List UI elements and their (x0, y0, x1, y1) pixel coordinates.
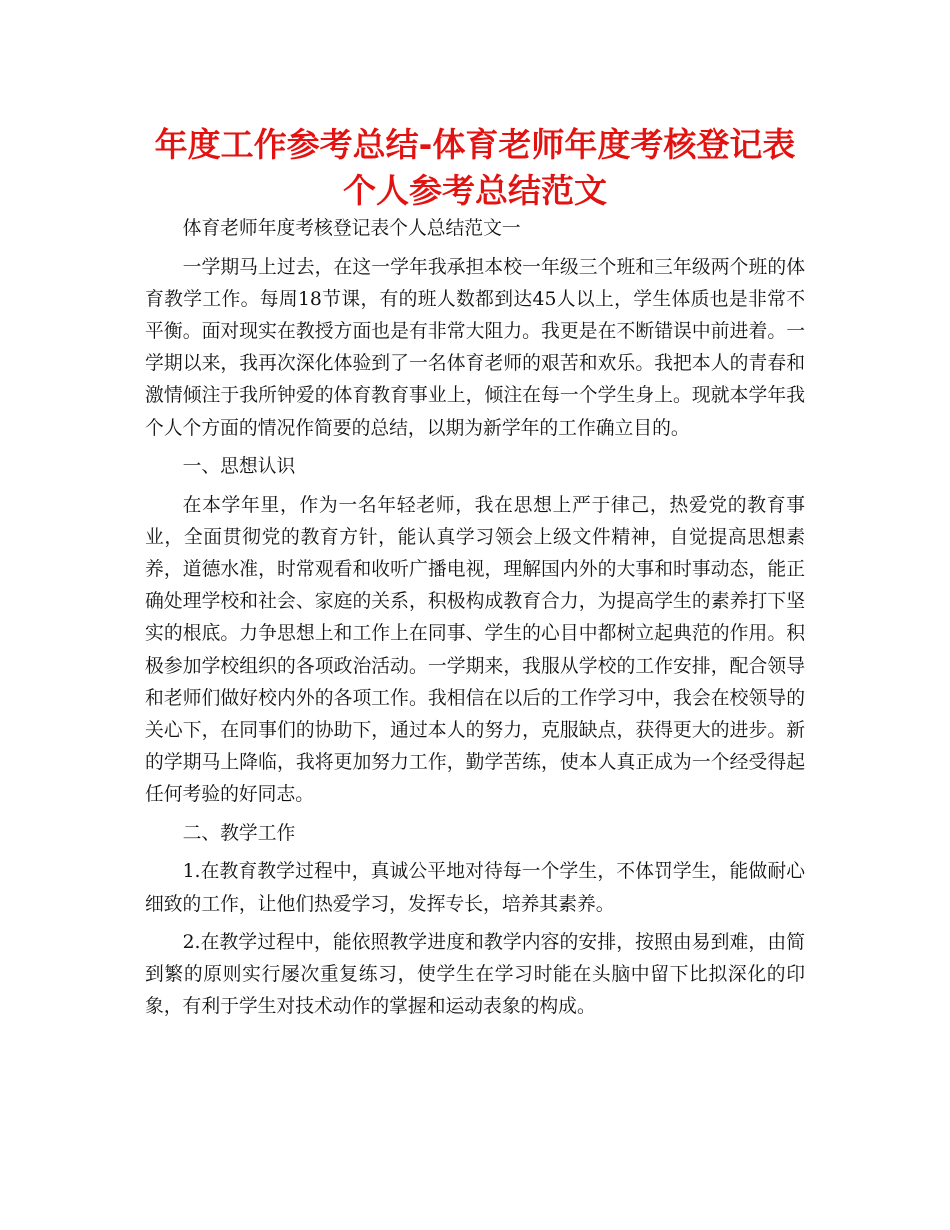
document-title: 年度工作参考总结-体育老师年度考核登记表个人参考总结范文 (154, 125, 796, 210)
section-1-paragraph: 在本学年里，作为一名年轻老师，我在思想上严于律己，热爱党的教育事业，全面贯彻党的教育方针，能认真学习领会上级文件精神，自觉提高思想素养，道德水准，时常观看和收听广播电视，理解国内外的大事和时事动态，能正确处理学校和社会、家庭的关系，积极构成教育合力，为提高学生的素养打下坚实的根底。力争思想上和工作上在同事、学生的心目中都树立起典范的作用。积极参加学校组织的各项政治活动。一学期来，我服从学校的工作安排，配合领导和老师们做好校内外的各项工作。我相信在以后的工作学习中，我会在校领导的关心下，在同事们的协助下，通过本人的努力，克服缺点，获得更大的进步。新的学期马上降临，我将更加努力工作，勤学苦练，使本人真正成为一个经受得起任何考验的好同志。 (145, 494, 805, 806)
document-body (145, 213, 805, 1030)
list-item-2: 2.在教学过程中，能依照教学进度和教学内容的安排，按照由易到难，由简到繁的原则实行屡次重复练习，使学生在学习时能在头脑中留下比拟深化的印象，有利于学生对技术动作的掌握和运动表象的构成。 (145, 932, 805, 1018)
subtitle-paragraph: 体育老师年度考核登记表个人总结范文一 (182, 218, 521, 239)
section-heading-1: 一、思想认识 (182, 456, 296, 478)
list-item-1: 1.在教育教学过程中，真诚公平地对待每一个学生，不体罚学生，能做耐心细致的工作，让他们热爱学习，发挥专长，培养其素养。 (145, 861, 805, 915)
section-heading-2: 二、教学工作 (182, 822, 296, 844)
intro-paragraph: 一学期马上过去，在这一学年我承担本校一年级三个班和三年级两个班的体育教学工作。每周18节课，有的班人数都到达45人以上，学生体质也是非常不平衡。面对现实在教授方面也是有非常大阻力。我更是在不断错误中前进着。一学期以来，我再次深化体验到了一名体育老师的艰苦和欢乐。我把本人的青春和激情倾注于我所钟爱的体育教育事业上，倾注在每一个学生身上。现就本学年我个人个方面的情况作简要的总结，以期为新学年的工作确立目的。 (145, 256, 805, 439)
